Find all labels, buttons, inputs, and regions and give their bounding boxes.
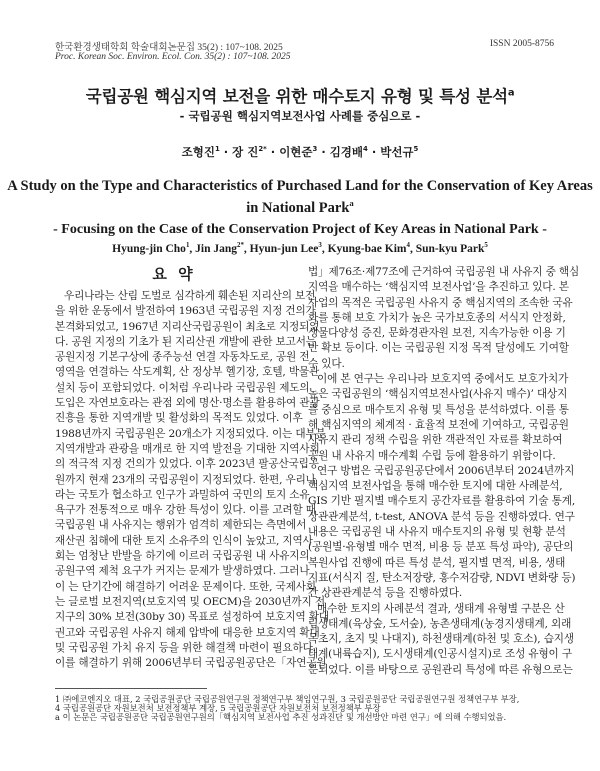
author-separator: , [321,243,328,255]
author-separator: , [243,243,250,255]
author-affiliation-mark: 3 [318,242,322,250]
abstract-text-line: 의 적극적 지정 건의가 있었다. 이후 2023년 팔공산국립공 [55,458,319,471]
footnote-funding: a 이 논문은 국립공원공단 국립공원연구원의「핵심지역 보전사업 추진 성과진단 및 개선방안 마련 연구」에 의해 수행되었음. [55,712,507,722]
author-name: Hyung-jin Cho [112,243,186,255]
footnote-affiliations-1: 1 ㈜에코엔지오 대표, 2 국립공원공단 국립공원연구원 정책연구부 책임연구원, 3 국립공원공단 국립공원연구원 정책연구부 부장, [55,694,520,704]
abstract-text-line: 림생태계(육상숲, 도서숲), 농촌생태계(농경지생태계, 외래 [308,617,572,630]
abstract-text-line: 공원지정 기본구상에 종주능선 연결 자동차도로, 공원 전 [55,351,310,364]
author-affiliation-mark: 5 [484,242,488,250]
korean-subtitle: - 국립공원 핵심지역보전사업 사례를 중심으로 - [179,109,421,123]
abstract-text-line: 다. 공원 지정의 기초가 된 지리산권 개발에 관한 보고서는 [55,335,316,348]
korean-authors [0,144,600,160]
abstract-text-line: 를 중심으로 매수토지 유형 및 특성을 분석하였다. 이를 통 [308,403,569,416]
author-affiliation-mark: 1 [214,145,220,154]
abstract-text-line: 화를 통해 보호 가치가 높은 국가보호종의 서식지 안정화, [308,311,566,324]
abstract-text-line: 지구의 30% 보전(30by 30) 목표로 설정하여 보호지역 확대 [55,611,329,624]
english-title-line-2 [0,200,600,217]
abstract-text-line: 간 상관관계분석 등을 진행하였다. [308,587,463,600]
abstract-text-line: 핵심지역 보전사업을 통해 매수한 토지에 대한 사례분석, [308,480,563,493]
abstract-text-line: 반 확보 등이다. 이는 국립공원 지정 목적 달성에도 기여할 [308,342,569,355]
abstract-text-line: 원까지 현재 23개의 국립공원이 지정되었다. 한편, 우리나 [55,473,316,486]
journal-citation-ko: 한국환경생태학회 학술대회논문집 35(2) : 107~108. 2025 [55,43,283,53]
author-name: 박선규 [380,145,414,159]
author-name: 이현준 [279,145,313,159]
author-name: Kyung-bae Kim [327,243,407,255]
abstract-text-line: 1988년까지 국립공원은 20개소가 지정되었다. 이는 대부분 [55,427,326,440]
abstract-text-line: 진흥을 통한 지역개발 및 활성화의 목적도 있었다. 이후 [55,412,303,425]
abstract-text-line: (공원별·유형별 매수 면적, 비용 등 분포 특성 파악), 공단의 [308,541,574,554]
title-footnote-mark: a [349,198,354,209]
abstract-text-line: 영역을 연결하는 삭도계획, 산 정상부 헬기장, 호텔, 박물관 [55,366,320,379]
english-authors [0,243,600,255]
author-separator: · [317,145,330,159]
author-name: 김경배 [329,145,364,159]
korean-title [0,83,600,107]
abstract-right-column [308,265,580,678]
english-subtitle: - Focusing on the Case of the Conservation Project of Key Areas in National Park - [53,222,547,237]
title-footnote-mark: a [507,87,515,99]
abstract-text-line: 지역을 매수하는 ‘핵심지역 보전사업’을 추진하고 있다. 본 [308,281,569,294]
footnote-divider [55,688,207,689]
author-affiliation-mark: 5 [413,145,419,154]
author-affiliation-mark: 2* [258,145,267,154]
abstract-text-line: 연구 방법은 국립공원공단에서 2006년부터 2024년까지 [317,464,575,477]
issn: ISSN 2005-8756 [489,39,554,49]
author-separator: , [409,243,416,255]
abstract-text-line: 및 국립공원 가치 유지 등을 위한 해결책 마련이 필요하다. [55,641,316,654]
abstract-text-line: 도입은 자연보호라는 관점 외에 명산·명소를 활용하여 관광 [55,397,320,410]
abstract-text-line: 공원 내 사유지 매수계획 수립 등에 활용하기 위함이다. [308,449,556,462]
abstract-text-line: 사유지 관리 정책 수립을 위한 객관적인 자료를 확보하여 [308,434,563,447]
abstract-text-line: 지역개발과 관광을 매개로 한 지역 발전을 기대한 지역사회 [55,442,320,455]
abstract-text-line: 높은 국립공원의 ‘핵심지역보전사업(사유지 매수)’ 대상지 [308,388,568,401]
abstract-text-line: 이를 해결하기 위해 2006년부터 국립공원공단은「자연공원 [55,657,327,670]
author-affiliation-mark: 1 [185,242,190,250]
abstract-text-line: 사업의 목적은 국립공원 사유지 중 핵심지역의 조속한 국유 [308,296,573,309]
abstract-text-line: 는 글로벌 보전지역(보호지역 및 OECM)을 2030년까지 전 [55,595,325,608]
abstract-text-line: 을 위한 운동에서 발전하여 1963년 국립공원 지정 건의가 [55,305,316,318]
abstract-text-line: 지표(서식지 질, 탄소저장량, 홍수저감량, NDVI 변화량 등) [308,571,576,584]
author-separator: · [367,145,381,159]
abstract-text-line: 국립공원 내 사유지는 행위가 엄격히 제한되는 측면에서 [55,519,307,532]
abstract-text-line: GIS 기반 필지별 매수토지 공간자료를 활용하여 기술 통계, [308,495,576,508]
abstract-heading: 요 약 [152,265,196,283]
author-name: 조형진 [181,145,215,159]
journal-citation-en: Proc. Korean Soc. Environ. Ecol. Con. 35(2) : 107~108. 2025 [55,52,291,62]
author-affiliation-mark: 4 [363,145,368,154]
abstract-text-line: 생물다양성 증진, 문화경관자원 보전, 지속가능한 이용 기 [308,327,566,340]
abstract-text-line: 우리나라는 산림 도벌로 심각하게 훼손된 지리산의 보전 [64,290,316,302]
abstract-text-line: 법」제76조·제77조에 근거하여 국립공원 내 사유지 중 핵심 [308,266,580,278]
abstract-text-line: 재산권 침해에 대한 토지 소유주의 인식이 높았고, 지역사 [55,534,313,547]
footnote-affiliations-2: 4 국립공원공단 자원보전처 보전정책부 계장, 5 국립공원공단 자원보전처 보전정책부 부장 [55,703,381,713]
abstract-text-line: 내용은 국립공원 내 사유지 매수토지의 유형 및 현황 분석 [308,526,566,539]
abstract-text-line: 매수한 토지의 사례분석 결과, 생태계 유형별 구분은 산 [317,602,565,615]
korean-title-text: 국립공원 핵심지역 보전을 위한 매수토지 유형 및 특성 분석 [85,87,508,106]
english-title-text: in National Park [246,200,350,216]
author-separator: · [219,145,233,159]
author-affiliation-mark: 3 [312,145,318,154]
abstract-text-line: 태계(내륙습지), 도시생태계(인공시설지)로 조성 유형이 구 [308,648,572,661]
abstract-text-line: 라는 국토가 협소하고 인구가 과밀하여 국민의 토지 소유 [55,488,310,501]
author-separator: , [189,243,196,255]
abstract-text-line: 해 핵심지역의 체계적 · 효율적 보전에 기여하고, 국립공원 [308,418,569,431]
author-name: 장 진 [232,145,259,159]
abstract-text-line: 욕구가 전통적으로 매우 강한 특성이 있다. 이를 고려할 때 [55,504,316,517]
author-separator: · [266,145,280,159]
author-name: Hyun-jun Lee [249,243,319,255]
abstract-text-line: 목초지, 초지 및 나대지), 하천생태계(하천 및 호소), 습지생 [308,633,574,646]
abstract-text-line: 이에 본 연구는 우리나라 보호지역 중에서도 보호가치가 [317,373,569,386]
author-name: Jin Jang [195,243,238,255]
abstract-text-line: 이 는 단기간에 해결하기 어려운 문제이다. 또한, 국제사회 [55,580,316,593]
abstract-text-line: 공원구역 제척 요구가 커지는 문제가 발생하였다. 그러나 [55,565,310,578]
author-affiliation-mark: 4 [406,242,410,250]
abstract-text-line: 회는 엄청난 반발을 하기에 이르러 국립공원 내 사유지의 [55,550,310,563]
abstract-text-line: 본격화되었고, 1967년 지리산국립공원이 최초로 지정되었 [55,320,320,333]
abstract-text-line: 분되었다. 이를 바탕으로 공원관리 특성에 따른 유형으로는 [308,663,573,676]
abstract-text-line: 권고와 국립공원 사유지 해제 압박에 대응한 보호지역 확대 [55,626,320,639]
english-title-line-1: A Study on the Type and Characteristics of Purchased Land for the Conservation of Key Areas [7,178,593,194]
author-name: Sun-kyu Park [415,243,485,255]
author-affiliation-mark: 2* [237,242,244,250]
abstract-text-line: 상관관계분석, t-test, ANOVA 분석 등을 진행하였다. 연구 [308,510,575,523]
abstract-text-line: 설치 등이 포함되었다. 이처럼 우리나라 국립공원 제도의 [55,381,310,394]
abstract-text-line: 복원사업 진행에 따른 특성 분석, 필지별 면적, 비용, 생태 [308,556,566,569]
abstract-text-line: 수 있다. [308,357,345,370]
